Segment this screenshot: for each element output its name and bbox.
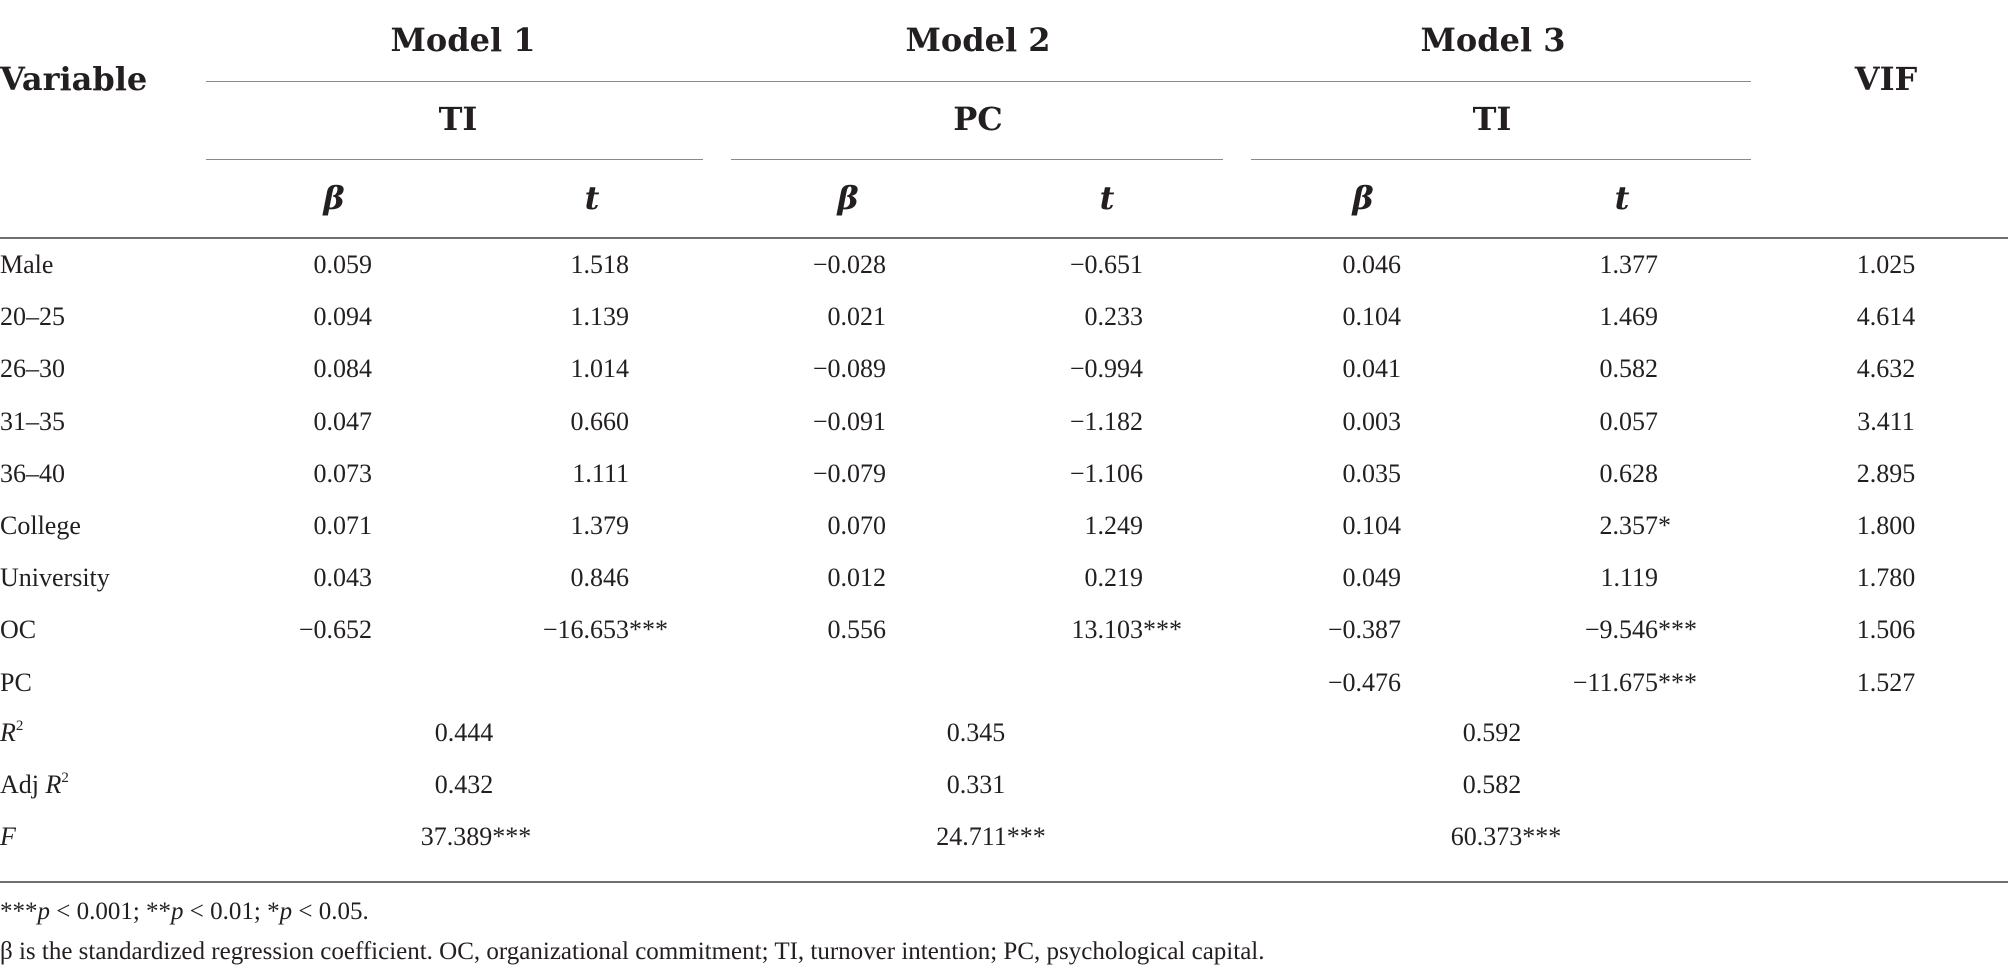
cell-m2t: 1.249	[1084, 511, 1143, 540]
row-label: 31–35	[0, 407, 65, 436]
header-beta-model-1: β	[323, 179, 345, 217]
cell-m2b: 0.021	[827, 302, 886, 331]
cell-m1t: 1.111	[572, 459, 629, 488]
header-model-3: Model 3	[1420, 21, 1566, 59]
cell-vif: 3.411	[1857, 407, 1915, 436]
cell-m3b: −0.476	[1327, 668, 1401, 697]
cell-m2t: −1.106	[1069, 459, 1143, 488]
header-dv-model-2: PC	[953, 100, 1003, 138]
cell-m2t: 13.103***	[1071, 615, 1182, 644]
cell-m2b: 0.070	[827, 511, 886, 540]
fit-adj-r2-model-3: 0.582	[1462, 770, 1522, 799]
row-label: OC	[0, 615, 37, 644]
cell-m3b: 0.104	[1342, 302, 1401, 331]
cell-m2b: −0.079	[812, 459, 886, 488]
header-model-2: Model 2	[905, 21, 1051, 59]
cell-m3t: −11.675***	[1572, 668, 1697, 697]
model-span-rule	[206, 81, 1751, 82]
fit-label-f: F	[0, 822, 16, 851]
header-dv-model-1: TI	[438, 100, 478, 138]
header-dv-model-3: TI	[1472, 100, 1512, 138]
row-label: 26–30	[0, 354, 65, 383]
cell-m1b: 0.071	[313, 511, 372, 540]
cell-m3b: 0.104	[1342, 511, 1401, 540]
header-t-model-3: t	[1614, 179, 1630, 217]
cell-vif: 1.025	[1856, 250, 1916, 279]
fit-f-model-1: 37.389***	[420, 822, 532, 851]
cell-m2b: 0.556	[827, 615, 886, 644]
cell-m2t: −0.651	[1069, 250, 1143, 279]
cell-m3b: 0.041	[1342, 354, 1401, 383]
fit-r2-model-3: 0.592	[1462, 718, 1522, 747]
cell-m2b: −0.028	[812, 250, 886, 279]
header-t-model-2: t	[1099, 179, 1115, 217]
cell-vif: 1.527	[1856, 668, 1916, 697]
header-bottom-rule	[0, 237, 2008, 239]
cell-m1b: 0.043	[313, 563, 372, 592]
cell-m1b: −0.652	[298, 615, 372, 644]
row-label: 36–40	[0, 459, 65, 488]
cell-m3t: 1.377	[1599, 250, 1658, 279]
cell-m2t: −0.994	[1069, 354, 1143, 383]
row-label: Male	[0, 250, 54, 279]
dv-rule-model-2	[731, 159, 1223, 160]
cell-m2b: 0.012	[827, 563, 886, 592]
cell-m3b: −0.387	[1327, 615, 1401, 644]
dv-rule-model-1	[206, 159, 703, 160]
row-label: College	[0, 511, 81, 540]
cell-m3t: 2.357*	[1599, 511, 1671, 540]
cell-m3b: 0.003	[1342, 407, 1401, 436]
cell-m3t: 1.119	[1600, 563, 1658, 592]
cell-m2t: −1.182	[1069, 407, 1143, 436]
cell-vif: 1.506	[1856, 615, 1916, 644]
fit-f-model-3: 60.373***	[1450, 822, 1562, 851]
cell-m3t: −9.546***	[1584, 615, 1697, 644]
fit-f-model-2: 24.711***	[936, 822, 1046, 851]
header-variable: Variable	[0, 60, 148, 98]
cell-m1b: 0.059	[313, 250, 372, 279]
row-label: University	[0, 563, 110, 592]
cell-vif: 1.780	[1856, 563, 1916, 592]
fit-adj-r2-model-1: 0.432	[434, 770, 494, 799]
cell-m1b: 0.084	[313, 354, 372, 383]
cell-m1b: 0.094	[313, 302, 372, 331]
fit-r2-model-1: 0.444	[434, 718, 494, 747]
fit-r2-model-2: 0.345	[946, 718, 1006, 747]
cell-m1t: 0.660	[570, 407, 629, 436]
cell-vif: 2.895	[1856, 459, 1916, 488]
row-label: PC	[0, 668, 32, 697]
cell-m3b: 0.049	[1342, 563, 1401, 592]
header-t-model-1: t	[584, 179, 600, 217]
cell-m2b: −0.089	[812, 354, 886, 383]
cell-m1t: 1.014	[570, 354, 629, 383]
cell-m2t: 0.219	[1084, 563, 1143, 592]
cell-m1b: 0.073	[313, 459, 372, 488]
cell-m1t: 0.846	[570, 563, 629, 592]
header-beta-model-2: β	[837, 179, 859, 217]
footnote-significance: ***p < 0.001; **p < 0.01; *p < 0.05.	[0, 898, 369, 925]
cell-vif: 4.614	[1856, 302, 1916, 331]
cell-m1t: 1.379	[570, 511, 629, 540]
cell-vif: 4.632	[1856, 354, 1916, 383]
row-label: 20–25	[0, 302, 65, 331]
fit-label-r2: $R^2$	[0, 718, 24, 747]
header-model-1: Model 1	[390, 21, 536, 59]
dv-rule-model-3	[1251, 159, 1751, 160]
fit-label-adj-r2: Adj $R^2$	[0, 770, 69, 799]
table-bottom-rule	[0, 881, 2008, 883]
fit-adj-r2-model-2: 0.331	[946, 770, 1006, 799]
cell-m3t: 0.057	[1599, 407, 1658, 436]
cell-m3b: 0.046	[1342, 250, 1401, 279]
header-beta-model-3: β	[1352, 179, 1374, 217]
cell-m3t: 1.469	[1599, 302, 1658, 331]
cell-vif: 1.800	[1856, 511, 1916, 540]
cell-m3t: 0.582	[1599, 354, 1658, 383]
cell-m1b: 0.047	[313, 407, 372, 436]
cell-m3b: 0.035	[1342, 459, 1401, 488]
cell-m1t: −16.653***	[542, 615, 668, 644]
cell-m3t: 0.628	[1599, 459, 1658, 488]
header-vif: VIF	[1854, 60, 1918, 98]
cell-m2t: 0.233	[1084, 302, 1143, 331]
cell-m2b: −0.091	[812, 407, 886, 436]
cell-m1t: 1.139	[570, 302, 629, 331]
footnote-definition: β is the standardized regression coefficient. OC, organizational commitment; TI, turnover intention; PC, psychological capital.	[0, 938, 1265, 965]
cell-m1t: 1.518	[570, 250, 629, 279]
